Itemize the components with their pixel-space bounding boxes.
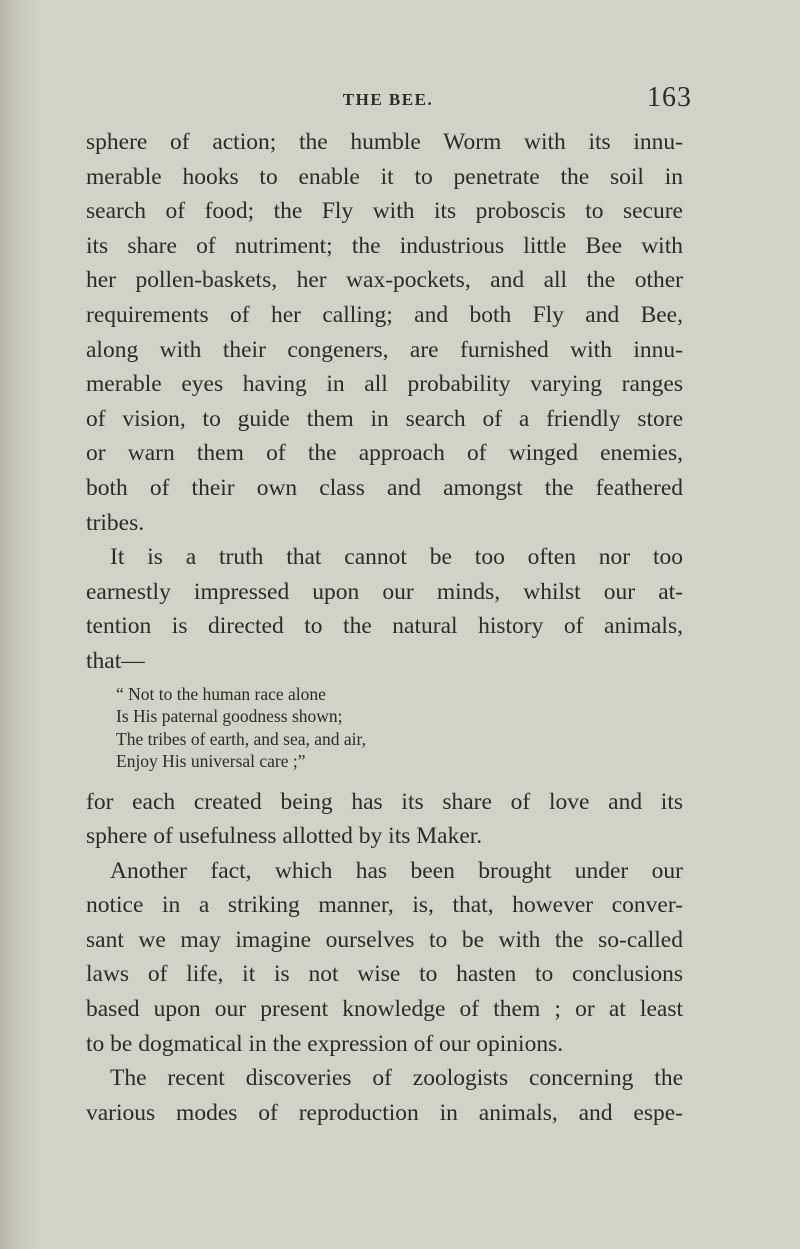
text-line: to be dogmatical in the expression of our opinions. bbox=[86, 1030, 564, 1057]
paragraph-2 bbox=[86, 540, 683, 678]
text-line: requirements of her calling; and both Fly and Bee, bbox=[86, 301, 683, 328]
text-line: sphere of action; the humble Worm with its innu- bbox=[86, 129, 683, 155]
paragraph-3 bbox=[86, 785, 683, 854]
paragraph-4 bbox=[86, 854, 683, 1062]
text-line: based upon our present knowledge of them ; or at least bbox=[86, 996, 683, 1023]
running-title: THE BEE. bbox=[342, 90, 434, 109]
body-text bbox=[86, 125, 683, 1130]
paragraph-5 bbox=[86, 1061, 683, 1130]
text-line: or warn them of the approach of winged enemies, bbox=[86, 440, 683, 467]
verse-line: Enjoy His universal care ;” bbox=[116, 751, 306, 771]
text-line: of vision, to guide them in search of a friendly store bbox=[86, 405, 683, 432]
text-line: search of food; the Fly with its proboscis to secure bbox=[86, 198, 683, 225]
text-line: along with their congeners, are furnished with innu- bbox=[86, 336, 683, 363]
text-line: earnestly impressed upon our minds, whilst our at- bbox=[86, 578, 683, 605]
text-line: her pollen-baskets, her wax-pockets, and all the other bbox=[86, 267, 683, 294]
text-line: its share of nutriment; the industrious little Bee with bbox=[86, 232, 683, 259]
text-line: laws of life, it is not wise to hasten to conclusions bbox=[86, 961, 683, 988]
running-head bbox=[88, 82, 692, 113]
text-line: tention is directed to the natural history of animals, bbox=[86, 613, 683, 640]
verse-quotation bbox=[116, 683, 683, 773]
text-line: sant we may imagine ourselves to be with the so-called bbox=[86, 926, 683, 953]
text-line: sphere of usefulness allotted by its Maker. bbox=[86, 823, 483, 850]
text-line: merable hooks to enable it to penetrate the soil in bbox=[86, 163, 683, 190]
verse-line: The tribes of earth, and sea, and air, bbox=[116, 728, 367, 749]
text-line: various modes of reproduction in animals, and espe- bbox=[86, 1099, 683, 1126]
text-line: merable eyes having in all probability varying ranges bbox=[86, 371, 683, 398]
text-line: It is a truth that cannot be too often nor too bbox=[110, 544, 683, 571]
text-line: both of their own class and amongst the feathered bbox=[86, 474, 683, 501]
paragraph-1 bbox=[86, 125, 683, 540]
text-line: The recent discoveries of zoologists concerning the bbox=[110, 1065, 683, 1092]
verse-line: Is His paternal goodness shown; bbox=[116, 706, 343, 726]
text-line: that— bbox=[86, 647, 145, 674]
text-line: tribes. bbox=[86, 509, 145, 536]
text-line: notice in a striking manner, is, that, however conver- bbox=[86, 892, 683, 919]
page-number: 163 bbox=[647, 82, 692, 113]
text-line: for each created being has its share of love and its bbox=[86, 788, 683, 815]
text-line: Another fact, which has been brought under our bbox=[110, 857, 683, 884]
verse-line: “ Not to the human race alone bbox=[116, 683, 326, 704]
